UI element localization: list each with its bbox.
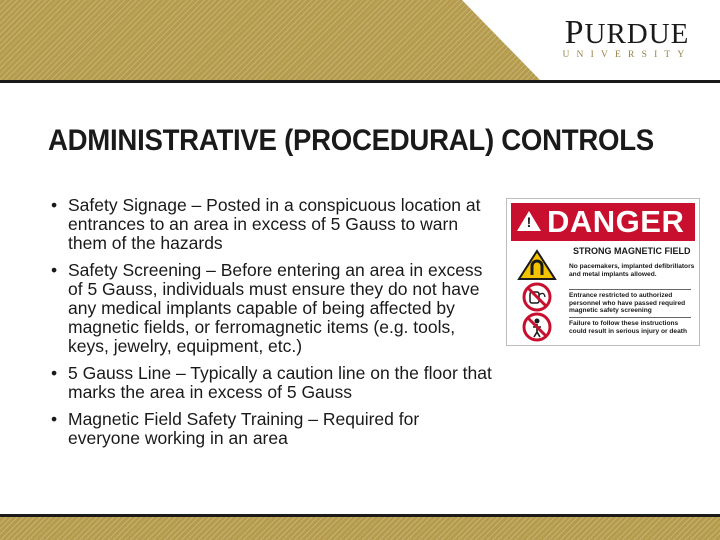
logo-subtitle: UNIVERSITY [562, 50, 692, 60]
danger-sign [506, 198, 700, 346]
sign-warning-text: No pacemakers, implanted defibrillators and metal implants allowed. [569, 263, 695, 278]
bullet-item: • Safety Screening – Before entering an area in excess of 5 Gauss, individuals must ensure they do not have any medical implants capable of being affected by magnetic fields, or ferromagnetic items (e.g. tools, keys, jewelry, equipment, etc.) [50, 261, 495, 356]
sign-divider [569, 317, 691, 318]
sign-warning-text: Entrance restricted to authorized personnel who have passed required magnetic safety screening [569, 292, 686, 315]
logo-initial: P [564, 14, 585, 51]
bullet-list [50, 196, 495, 456]
bullet-item: • Magnetic Field Safety Training – Required for everyone working in an area [50, 410, 495, 448]
logo-rest: URDUE [584, 18, 690, 50]
sign-warning-text: Failure to follow these instructions could result in serious injury or death [569, 320, 687, 335]
footer-band [0, 517, 720, 540]
sign-divider [569, 289, 691, 290]
header-divider [0, 80, 720, 83]
danger-word: DANGER [547, 204, 685, 239]
slide-title: ADMINISTRATIVE (PROCEDURAL) CONTROLS [48, 124, 654, 157]
bullet-item: • Safety Signage – Posted in a conspicuous location at entrances to an area in excess of 5 Gauss to warn them of the hazards [50, 196, 495, 253]
no-pacemaker-icon [517, 281, 557, 313]
no-metal-implant-icon [517, 311, 557, 343]
magnet-warning-icon [517, 249, 557, 281]
logo-wordmark [548, 14, 706, 51]
danger-sign-header [511, 203, 695, 241]
purdue-logo [548, 14, 706, 66]
bullet-item: • 5 Gauss Line – Typically a caution line on the floor that marks the area in excess of 5 Gauss [50, 364, 495, 402]
sign-subtitle: STRONG MAGNETIC FIELD [573, 246, 691, 256]
exclamation-mark: ! [526, 214, 532, 230]
